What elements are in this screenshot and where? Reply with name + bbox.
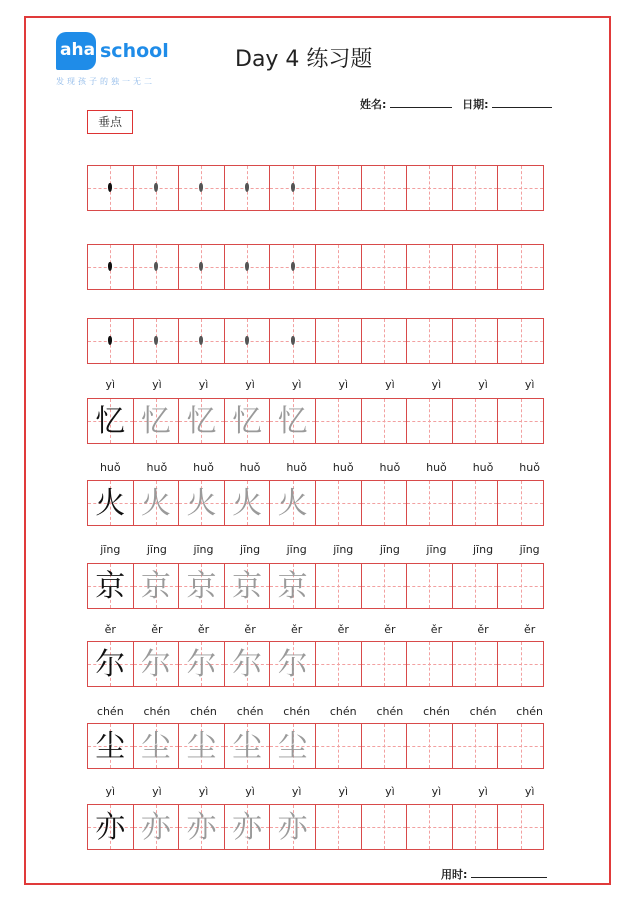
writing-cell[interactable] [497,723,544,769]
writing-cell[interactable] [406,480,453,526]
pinyin-label: yì [524,785,535,798]
writing-cell[interactable] [315,398,362,444]
writing-cell[interactable] [361,244,408,290]
dot-stroke-mark [108,262,112,271]
writing-cell[interactable] [497,244,544,290]
writing-cell[interactable] [87,480,134,526]
writing-cell[interactable] [315,480,362,526]
pinyin-row [87,543,553,557]
trace-character: 亦 [277,810,308,845]
writing-cell[interactable] [315,723,362,769]
writing-cell[interactable] [497,398,544,444]
name-blank[interactable] [390,97,452,108]
pinyin-label: huǒ [379,461,401,474]
trace-character: 尔 [140,647,171,682]
writing-cell[interactable] [315,244,362,290]
writing-cell[interactable] [452,563,499,609]
pinyin-label: ěr [244,623,256,636]
writing-cell[interactable] [269,318,316,364]
pinyin-label: ěr [291,623,303,636]
writing-cell[interactable] [497,641,544,687]
writing-cell[interactable] [224,244,271,290]
character-practice-row [87,723,553,769]
pinyin-label: huǒ [519,461,540,474]
pinyin-label: chén [190,705,217,718]
dot-stroke-mark [108,336,112,345]
trace-character: 火 [277,486,308,521]
time-field [441,866,547,882]
pinyin-label: huǒ [286,461,308,474]
pinyin-label: yì [431,378,442,391]
writing-cell[interactable] [452,318,499,364]
dot-stroke-mark [108,183,112,192]
stroke-practice-row [87,318,553,364]
writing-cell[interactable] [315,641,362,687]
trace-character: 尔 [277,647,308,682]
trace-character: 尘 [140,729,171,764]
model-character: 尘 [95,729,126,764]
pinyin-label: yì [245,785,255,798]
pinyin-label: jīng [286,543,307,556]
trace-character: 京 [232,569,263,604]
trace-character: 尔 [186,647,217,682]
writing-cell[interactable] [497,318,544,364]
pinyin-label: jīng [146,543,167,556]
trace-character: 忆 [232,404,263,439]
character-practice-row [87,563,553,609]
character-practice-row [87,804,553,850]
writing-cell[interactable] [87,165,134,211]
pinyin-label: yì [291,785,302,798]
writing-cell[interactable] [87,398,134,444]
writing-cell[interactable] [406,318,453,364]
pinyin-label: huǒ [332,461,354,474]
writing-cell[interactable] [497,480,544,526]
model-character: 火 [95,486,126,521]
dot-stroke-mark [154,262,158,271]
dot-stroke-mark [291,262,295,271]
pinyin-label: chén [516,705,544,718]
pinyin-label: chén [236,705,264,718]
pinyin-label: huǒ [193,461,214,474]
writing-cell[interactable] [452,398,499,444]
writing-cell[interactable] [133,165,180,211]
trace-character: 忆 [277,404,308,439]
writing-cell[interactable] [406,804,453,850]
writing-cell[interactable] [224,398,271,444]
date-blank[interactable] [492,97,552,108]
page-title: Day 4 练习题 [235,47,373,72]
pinyin-label: yì [291,378,302,391]
writing-cell[interactable] [87,723,134,769]
date-label: 日期: [462,98,489,111]
writing-cell[interactable] [178,480,225,526]
dot-stroke-mark [199,262,203,271]
pinyin-label: yì [478,785,488,798]
pinyin-label: yì [478,378,488,391]
writing-cell[interactable] [178,244,225,290]
pinyin-label: jīng [519,543,540,556]
pinyin-label: jīng [193,543,214,556]
writing-cell[interactable] [269,480,316,526]
stroke-practice-row [87,244,553,290]
trace-character: 忆 [140,404,171,439]
writing-cell[interactable] [178,318,225,364]
writing-cell[interactable] [361,641,408,687]
pinyin-label: huǒ [146,461,168,474]
dot-stroke-mark [199,336,203,345]
pinyin-label: ěr [104,623,116,636]
pinyin-row [87,461,553,475]
writing-cell[interactable] [361,398,408,444]
writing-cell[interactable] [315,318,362,364]
writing-cell[interactable] [269,563,316,609]
dot-stroke-mark [291,336,295,345]
model-character: 京 [95,569,126,604]
pinyin-label: ěr [337,623,349,636]
writing-cell[interactable] [315,563,362,609]
pinyin-row [87,785,553,799]
pinyin-row [87,378,553,392]
pinyin-label: ěr [197,623,210,636]
writing-cell[interactable] [497,165,544,211]
pinyin-label: yì [338,785,349,798]
pinyin-label: yì [385,785,395,798]
writing-cell[interactable] [269,804,316,850]
writing-cell[interactable] [361,563,408,609]
stroke-practice-row [87,165,553,211]
stroke-name-box: 垂点 [87,110,133,134]
dot-stroke-mark [245,336,249,345]
writing-cell[interactable] [269,641,316,687]
writing-cell[interactable] [178,723,225,769]
trace-character: 京 [277,569,308,604]
trace-character: 火 [186,486,217,521]
logo-aha-text: aha [60,40,96,60]
dot-stroke-mark [199,183,203,192]
trace-character: 尘 [186,729,217,764]
dot-stroke-mark [245,183,249,192]
writing-cell[interactable] [497,804,544,850]
writing-cell[interactable] [133,723,180,769]
writing-cell[interactable] [497,563,544,609]
trace-character: 火 [140,486,171,521]
pinyin-label: yì [198,785,209,798]
writing-cell[interactable] [361,318,408,364]
trace-character: 火 [232,486,263,521]
writing-cell[interactable] [87,641,134,687]
pinyin-label: ěr [151,623,163,636]
pinyin-label: chén [469,705,497,718]
dot-stroke-mark [291,183,295,192]
writing-cell[interactable] [269,723,316,769]
trace-character: 忆 [186,404,217,439]
pinyin-label: yì [152,378,162,391]
writing-cell[interactable] [269,244,316,290]
writing-cell[interactable] [406,563,453,609]
dot-stroke-mark [154,336,158,345]
pinyin-label: yì [105,378,116,391]
writing-cell[interactable] [361,723,408,769]
writing-cell[interactable] [315,804,362,850]
pinyin-label: huǒ [99,461,121,474]
writing-cell[interactable] [133,244,180,290]
name-label: 姓名: [360,98,387,111]
writing-cell[interactable] [361,165,408,211]
writing-cell[interactable] [452,641,499,687]
model-character: 亦 [95,810,126,845]
trace-character: 尔 [232,647,263,682]
writing-cell[interactable] [133,563,180,609]
pinyin-row [87,705,553,719]
trace-character: 尘 [232,729,263,764]
writing-cell[interactable] [133,641,180,687]
pinyin-label: ěr [477,623,489,636]
logo-slogan: 发现孩子的独一无二 [56,77,155,86]
pinyin-label: ěr [430,623,443,636]
writing-cell[interactable] [133,480,180,526]
pinyin-label: chén [283,705,311,718]
dot-stroke-mark [154,183,158,192]
character-practice-row [87,398,553,444]
writing-cell[interactable] [178,165,225,211]
trace-character: 亦 [232,810,263,845]
aha-school-logo [56,30,176,90]
writing-cell[interactable] [452,244,499,290]
pinyin-label: chén [376,705,404,718]
pinyin-label: yì [198,378,209,391]
logo-school-text: school [100,40,169,62]
pinyin-label: yì [245,378,255,391]
writing-cell[interactable] [133,318,180,364]
writing-cell[interactable] [178,563,225,609]
character-practice-row [87,480,553,526]
model-character: 忆 [95,404,126,439]
writing-cell[interactable] [87,804,134,850]
pinyin-label: chén [329,705,357,718]
trace-character: 京 [140,569,171,604]
time-label: 用时: [441,868,468,881]
character-practice-row [87,641,553,687]
writing-cell[interactable] [178,641,225,687]
trace-character: 亦 [186,810,217,845]
pinyin-label: jīng [100,543,121,556]
writing-cell[interactable] [406,641,453,687]
pinyin-label: yì [385,378,395,391]
writing-cell[interactable] [224,723,271,769]
pinyin-label: jīng [426,543,447,556]
writing-cell[interactable] [87,318,134,364]
writing-cell[interactable] [133,804,180,850]
trace-character: 京 [186,569,217,604]
model-character: 尔 [95,647,126,682]
writing-cell[interactable] [269,165,316,211]
writing-cell[interactable] [406,398,453,444]
pinyin-label: jīng [473,543,494,556]
writing-cell[interactable] [133,398,180,444]
pinyin-label: jīng [240,543,261,556]
pinyin-label: chén [423,705,450,718]
writing-cell[interactable] [178,398,225,444]
writing-cell[interactable] [224,641,271,687]
pinyin-label: yì [105,785,116,798]
trace-character: 尘 [277,729,308,764]
pinyin-label: jīng [333,543,354,556]
pinyin-label: ěr [384,623,396,636]
writing-cell[interactable] [269,398,316,444]
writing-cell[interactable] [224,318,271,364]
pinyin-label: jīng [379,543,400,556]
pinyin-label: chén [143,705,171,718]
writing-cell[interactable] [452,165,499,211]
writing-cell[interactable] [452,804,499,850]
pinyin-label: yì [152,785,162,798]
writing-cell[interactable] [87,563,134,609]
pinyin-label: ěr [523,623,536,636]
writing-cell[interactable] [224,480,271,526]
writing-cell[interactable] [361,804,408,850]
writing-cell[interactable] [178,804,225,850]
pinyin-label: yì [524,378,535,391]
writing-cell[interactable] [224,563,271,609]
pinyin-label: chén [96,705,124,718]
trace-character: 亦 [140,810,171,845]
pinyin-label: yì [338,378,349,391]
writing-cell[interactable] [315,165,362,211]
writing-cell[interactable] [224,804,271,850]
writing-cell[interactable] [406,165,453,211]
pinyin-label: huǒ [426,461,447,474]
writing-cell[interactable] [406,244,453,290]
time-blank[interactable] [471,867,547,878]
writing-cell[interactable] [224,165,271,211]
writing-cell[interactable] [361,480,408,526]
writing-cell[interactable] [452,723,499,769]
writing-cell[interactable] [87,244,134,290]
dot-stroke-mark [245,262,249,271]
name-date-fields [360,96,552,112]
writing-cell[interactable] [406,723,453,769]
pinyin-label: yì [431,785,442,798]
writing-cell[interactable] [452,480,499,526]
pinyin-label: huǒ [239,461,261,474]
pinyin-row [87,623,553,637]
pinyin-label: huǒ [472,461,494,474]
